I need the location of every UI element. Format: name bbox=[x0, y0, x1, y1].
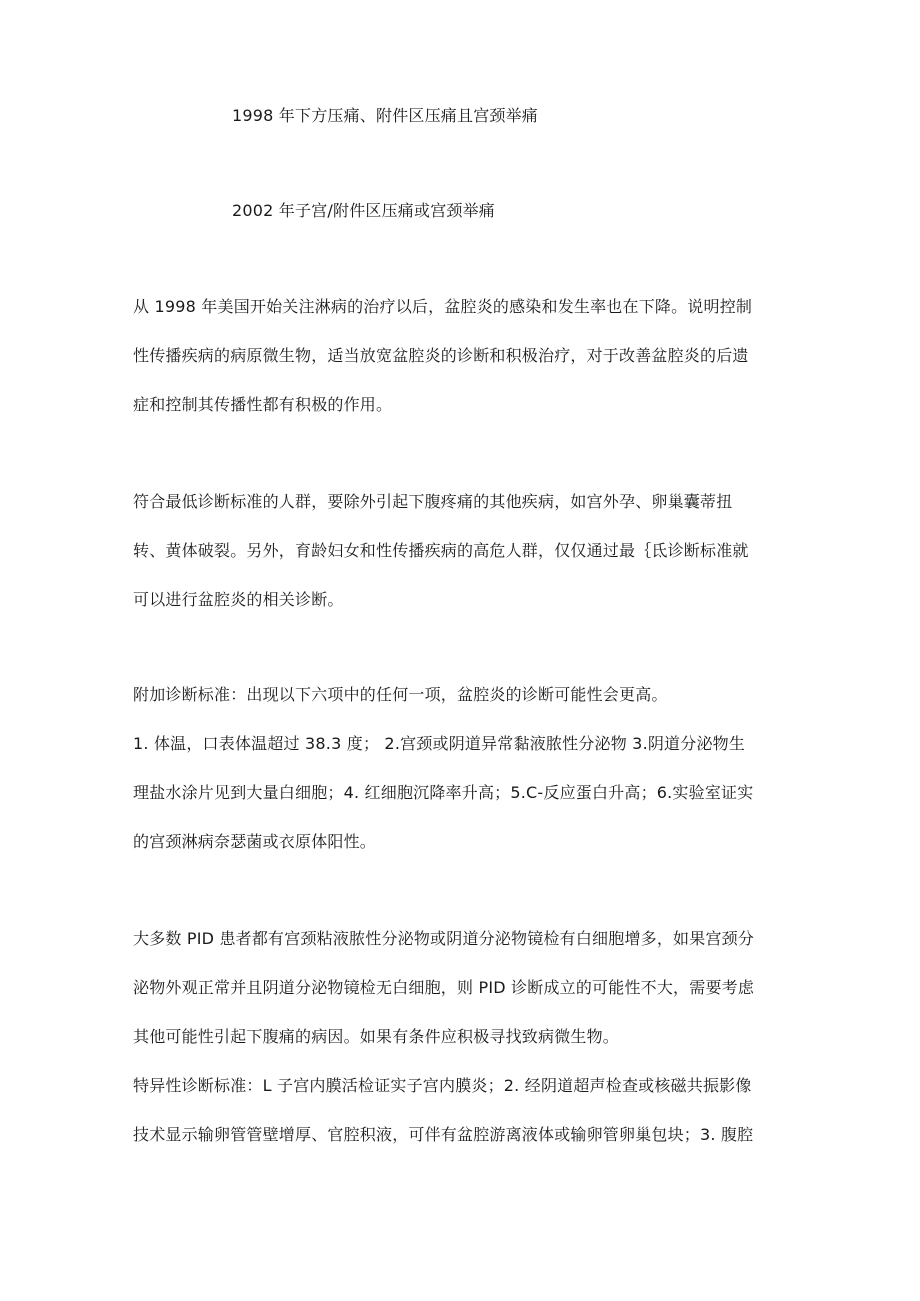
text-line: 1. 体温，口表体温超过 38.3 度； 2.宫颈或阴道异常黏液脓性分泌物 3.阴道分泌物生 bbox=[133, 734, 746, 753]
text-line: 性传播疾病的病原微生物，适当放宽盆腔炎的诊断和积极治疗，对于改善盆腔炎的后遗 bbox=[133, 346, 749, 365]
text-line: 其他可能性引起下腹痛的病因。如果有条件应积极寻找致病微生物。 bbox=[133, 1027, 620, 1046]
text-line: 理盐水涂片见到大量白细胞；4. 红细胞沉降率升高；5.C-反应蛋白升高；6.实验室证实 bbox=[133, 783, 754, 802]
text-line: 泌物外观正常并且阴道分泌物镜检无白细胞，则 PID 诊断成立的可能性不大，需要考虑 bbox=[133, 978, 755, 997]
text-line: 附加诊断标准：出现以下六项中的任何一项，盆腔炎的诊断可能性会更高。 bbox=[133, 685, 668, 704]
text-line: 技术显示输卵管管壁增厚、官腔积液，可伴有盆腔游离液体或输卵管卵巢包块；3. 腹腔 bbox=[133, 1125, 754, 1144]
history-line-1998: 1998 年下方压痛、附件区压痛且宫颈举痛 bbox=[232, 106, 539, 125]
text-line: 的宫颈淋病奈瑟菌或衣原体阳性。 bbox=[133, 832, 377, 851]
text-line: 特异性诊断标准：L 子宫内膜活检证实子宫内膜炎；2. 经阴道超声检查或核磁共振影像 bbox=[133, 1076, 752, 1095]
text-line: 可以进行盆腔炎的相关诊断。 bbox=[133, 590, 344, 609]
history-line-2002: 2002 年子宫/附件区压痛或宫颈举痛 bbox=[232, 201, 495, 220]
text-line: 症和控制其传播性都有积极的作用。 bbox=[133, 395, 393, 414]
text-line: 从 1998 年美国开始关注淋病的治疗以后，盆腔炎的感染和发生率也在下降。说明控制 bbox=[133, 297, 753, 316]
text-line: 转、黄体破裂。另外，育龄妇女和性传播疾病的高危人群，仅仅通过最｛氐诊断标准就 bbox=[133, 541, 749, 560]
text-line: 大多数 PID 患者都有宫颈粘液脓性分泌物或阴道分泌物镜检有白细胞增多，如果宫颈分 bbox=[133, 929, 755, 948]
text-line: 符合最低诊断标准的人群，要除外引起下腹疼痛的其他疾病，如宫外孕、卵巢囊蒂扭 bbox=[133, 492, 733, 511]
